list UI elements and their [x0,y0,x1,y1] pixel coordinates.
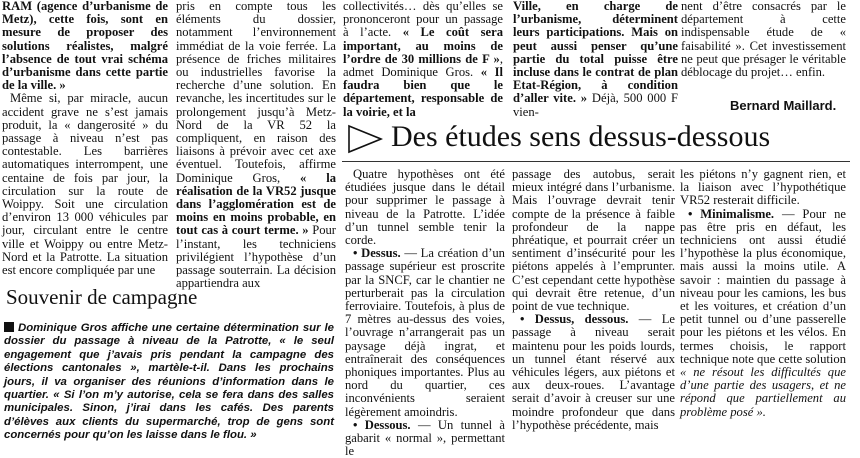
minimalisme-quote: « ne résout les difficultés que d’une partie des usagers, et ne répond que partiellement au problème posé ». [680,365,846,419]
column-2-bold-quote: « la réalisation de la VR52 jusque dans l’agglomération est de moins en moins probable, en tout cas à court terme. » [176,170,337,238]
column-3 [343,0,503,119]
column-1 [2,0,168,277]
column-2-text-1: pris en compte tous les éléments du dossier, notamment l’environnement immédiat de la voie ferrée. La présence de friches militaires ou industrielles favorise la recherche d’une solution. En revanche, les incertitudes sur le prolongement jusqu’à Metz-Nord de la VR 52 la compliquent, en raison des liaisons à prévoir avec cet axe éventuel. Toutefois, affirme Dominique Gros, [176,0,336,185]
square-bullet-icon [4,322,14,332]
column-4-bold: Ville, en charge de l’urbanisme, déterminent leurs participations. Mais on peut aussi penser qu’une partie du total puisse être incluse dans le contrat de plan Etat-Région, à condition d’aller vite. » [513,0,678,106]
minimalisme-text: — Pour ne pas être pris en défaut, les techniciens ont aussi étudié l’hypothèse la plus économique, mais aussi la moins utile. A savoir : maintien du passage à niveau pour les camions, les bus et les voitures, et création d’un petit tunnel ou d’une passerelle pour les piétons et les vélos. En termes choisis, le rapport technique note que cette solution [680,206,846,366]
article-column-2 [512,168,675,432]
sidebar-title: Souvenir de campagne [6,285,198,309]
article-intro: Quatre hypothèses ont été étudiées jusque dans le détail pour supprimer le passage à niveau de la Patrotte. L’idée d’un tunnel semble tenir la corde. [345,167,505,248]
column-2-text-2: Pour l’instant, les techniciens privilégient l’hypothèse d’un passage souterrain. La décision appartiendra aux [176,223,336,291]
column-4-text: Déjà, 500 000 F vien- [513,91,678,119]
column-5-text: nent d’être consacrés par le département à cette indispensable étude de « faisabilité ». Cet investissement ne peut que présager le véritable déblocage du projet… enfin. [681,0,846,80]
dessus-label: • Dessus. [353,246,401,261]
column-2 [176,0,336,290]
headline: Des études sens dessus-dessous [391,120,771,153]
column-3-text-1: collectivités… dès qu’elles se prononceront pour un passage à l’acte. [343,0,503,40]
column-3-text-2: , admet Dominique Gros. [343,51,503,80]
headline-block [347,118,847,158]
column-1-lead: RAM (agence d’urbanisme de Metz), cette fois, sont en mesure de proposer des solutions réalistes, malgré l’absence de tout vrai schéma d’urbanisme dans cette partie de la ville. » [2,0,168,93]
divider [342,161,850,162]
author-signature: Bernard Maillard. [730,98,837,113]
sidebar-text-block [4,322,334,443]
dessus-dessous-label: • Dessus, dessous. [520,312,629,327]
dessous-text: — Un tunnel à gabarit « normal », permettant le [345,417,505,458]
column-1-body: Même si, par miracle, aucun accident grave ne s’est jamais produit, la « dangerosité » du passage à niveau n’est pas contestable. Les barrières automatiques interrompent, une centaine de fois par jour, la circulation sur la route de Woippy. Soit une circulation d’environ 13 000 véhicules par jour, circulant entre le centre ville et Woippy ou entre Metz-Nord et la Patrotte. La situation est encore compliquée par une [2,91,168,278]
dessous-label: • Dessous. [353,417,411,432]
column-3-bold-1: « Le coût sera important, au moins de l’ordre de 30 millions de F » [343,25,503,66]
column-5 [681,0,846,79]
arrow-icon [347,124,383,154]
dessus-text: — La création d’un passage supérieur est proscrite par la SNCF, car le chantier ne perturberait pas la circulation ferroviaire. Toutefois, à plus de 7 mètres au-dessus des voies, l’ouvrage n’arrangerait pas un paysage déjà ingrat, et entraînerait des conséquences phoniques importantes. Plus au nord du quartier, ces inconvénients seraient légèrement amoindris. [345,246,505,419]
article-column-2-text-1: passage des autobus, serait mieux intégré dans l’urbanisme. Mais l’ouvrage devrait tenir compte de la présence à faible profondeur de la nappe phréatique, et pourrait créer un sentiment d’insécurité pour les piétons appelés à l’emprunter. C’est cependant cette hypothèse qui devrait être retenue, d’un point de vue technique. [512,167,675,314]
article-column-3-text-1: les piétons n’y gagnent rien, et la liaison avec l’hypothétique VR52 resterait difficile. [680,167,846,208]
column-4 [513,0,678,119]
column-3-bold-2: « Il faudra bien que le département, responsable de la voirie, et la [343,65,503,119]
article-column-1 [345,168,505,458]
article-column-3 [680,168,846,419]
minimalisme-label: • Minimalisme. [688,206,775,221]
sidebar-text: Dominique Gros affiche une certaine détermination sur le dossier du passage à niveau de la Patrotte, « le seul engagement que j’avais pris pendant la campagne des élections cantonales », martèle-t-il. Dans les prochains jours, il va organiser des réunions d’information dans le quartier. « Si l’on m’y autorise, cela se fera dans des salles municipales. Sinon, j’irai dans les cafés. Des parents d’élèves aux clients du supermarché, trop de gens sont concernés pour qu’on les laisse dans le flou. » [4,322,334,442]
dessus-dessous-text: — Le passage à niveau serait maintenu pour les poids lourds, un tunnel étant réservé aux véhicules légers, aux piétons et aux deux-roues. L’avantage serait d’avoir à creuser sur une moindre profondeur que dans l’hypothèse précédente, mais [512,312,675,432]
